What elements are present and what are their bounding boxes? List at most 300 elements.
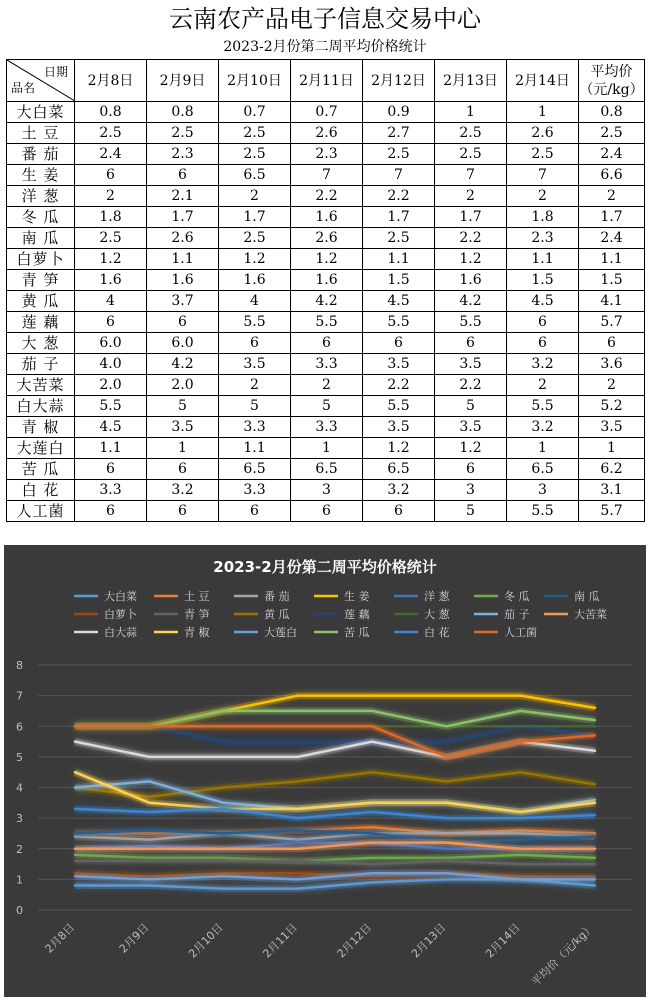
legend-label: 茄 子: [504, 608, 530, 621]
price-cell: 2.5: [75, 123, 147, 144]
legend-label: 南 瓜: [574, 590, 600, 603]
legend-label: 白大蒜: [104, 626, 137, 639]
price-cell: 5: [219, 396, 291, 417]
data-point: [297, 878, 299, 880]
legend-item: [234, 607, 290, 621]
data-point: [148, 780, 150, 782]
data-point: [74, 786, 76, 788]
price-cell: 1.6: [75, 270, 147, 291]
x-tick-label: 2月10日: [186, 920, 226, 961]
price-cell: 0.8: [147, 102, 219, 123]
price-cell: 5.2: [579, 396, 645, 417]
legend-item: [154, 625, 210, 639]
price-cell: 1.5: [363, 270, 435, 291]
price-cell: 2.5: [363, 144, 435, 165]
y-tick-label: 1: [16, 873, 23, 887]
legend-label: 洋 葱: [424, 590, 450, 603]
product-name-cell: 土 豆: [7, 123, 75, 144]
legend-item: [234, 625, 297, 639]
table-row: [7, 228, 645, 249]
legend-label: 苦 瓜: [344, 626, 370, 639]
price-cell: 5: [435, 501, 507, 522]
y-tick-label: 8: [16, 659, 23, 672]
price-table: [6, 59, 645, 522]
data-point: [371, 771, 373, 773]
price-cell: 2.2: [291, 186, 363, 207]
data-point: [222, 848, 224, 850]
price-cell: 2: [435, 186, 507, 207]
price-cell: 6.5: [507, 459, 579, 480]
data-point: [445, 872, 447, 874]
price-cell: 6: [363, 333, 435, 354]
data-point: [297, 860, 299, 862]
price-cell: 1.1: [147, 249, 219, 270]
price-cell: 1.6: [291, 207, 363, 228]
price-cell: 6: [363, 501, 435, 522]
legend-item: [74, 625, 138, 639]
price-cell: 1.2: [435, 249, 507, 270]
price-cell: 6.5: [219, 165, 291, 186]
table-row: [7, 207, 645, 228]
data-point: [74, 725, 76, 727]
data-point: [222, 887, 224, 889]
data-point: [297, 694, 299, 696]
data-point: [222, 875, 224, 877]
price-cell: 6: [147, 501, 219, 522]
column-header: 2月9日: [147, 60, 219, 102]
legend-item: [314, 625, 370, 639]
data-point: [148, 795, 150, 797]
price-cell: 5: [435, 396, 507, 417]
price-cell: 1.1: [75, 438, 147, 459]
x-tick-label: 2月9日: [116, 920, 152, 956]
price-cell: 2.6: [507, 123, 579, 144]
legend-label: 白 花: [424, 626, 450, 639]
price-cell: 6.6: [579, 165, 645, 186]
data-point: [371, 872, 373, 874]
data-point: [371, 881, 373, 883]
price-cell: 6.0: [75, 333, 147, 354]
data-point: [74, 884, 76, 886]
price-cell: 1: [435, 102, 507, 123]
legend-label: 大白菜: [104, 590, 137, 603]
price-cell: 1.8: [75, 207, 147, 228]
data-point: [594, 814, 596, 816]
data-point: [519, 838, 521, 840]
price-cell: 1.2: [435, 438, 507, 459]
data-point: [222, 740, 224, 742]
table-row: [7, 396, 645, 417]
data-point: [519, 878, 521, 880]
price-cell: 3.3: [219, 417, 291, 438]
data-point: [594, 857, 596, 859]
table-row: [7, 123, 645, 144]
data-point: [148, 756, 150, 758]
price-cell: 1.2: [75, 249, 147, 270]
price-cell: 4.5: [75, 417, 147, 438]
price-cell: 6: [579, 333, 645, 354]
data-point: [74, 740, 76, 742]
price-cell: 2: [507, 375, 579, 396]
data-point: [519, 694, 521, 696]
table-row: [7, 459, 645, 480]
column-header: 2月8日: [75, 60, 147, 102]
price-cell: 6: [147, 165, 219, 186]
data-point: [594, 835, 596, 837]
table-row: [7, 144, 645, 165]
data-point: [445, 740, 447, 742]
price-cell: 3.5: [147, 417, 219, 438]
price-cell: 3.3: [219, 480, 291, 501]
data-point: [74, 771, 76, 773]
price-cell: 7: [435, 165, 507, 186]
price-cell: 2: [75, 186, 147, 207]
price-cell: 4.0: [75, 354, 147, 375]
line-chart: [4, 545, 646, 997]
price-cell: 0.8: [579, 102, 645, 123]
price-cell: 3.2: [363, 480, 435, 501]
product-name-cell: 大苦菜: [7, 375, 75, 396]
price-cell: 6: [147, 459, 219, 480]
legend-item: [314, 589, 370, 603]
data-point: [594, 884, 596, 886]
price-cell: 1.2: [363, 438, 435, 459]
price-cell: 1.8: [507, 207, 579, 228]
price-cell: 6: [219, 333, 291, 354]
data-point: [148, 802, 150, 804]
price-cell: 6.2: [579, 459, 645, 480]
price-cell: 0.9: [363, 102, 435, 123]
price-cell: 4.2: [435, 291, 507, 312]
price-cell: 1: [579, 438, 645, 459]
data-point: [222, 756, 224, 758]
legend-label: 大莲白: [264, 626, 297, 639]
data-point: [594, 783, 596, 785]
y-tick-label: 6: [16, 720, 23, 734]
product-name-cell: 大白菜: [7, 102, 75, 123]
price-cell: 5.7: [579, 501, 645, 522]
data-point: [371, 857, 373, 859]
data-point: [148, 878, 150, 880]
data-point: [519, 811, 521, 813]
page-subtitle: 2023-2月份第二周平均价格统计: [223, 39, 427, 55]
legend-label: 生 姜: [344, 590, 370, 603]
data-point: [297, 887, 299, 889]
price-cell: 2.2: [435, 375, 507, 396]
data-point: [594, 750, 596, 752]
price-cell: 2: [507, 186, 579, 207]
price-cell: 1.6: [291, 270, 363, 291]
price-cell: 6: [507, 312, 579, 333]
price-cell: 3.2: [507, 354, 579, 375]
legend-label: 白萝卜: [104, 608, 137, 621]
data-point: [297, 848, 299, 850]
table-row: [7, 417, 645, 438]
price-cell: 5.5: [507, 501, 579, 522]
product-name-cell: 青 笋: [7, 270, 75, 291]
corner-name-label: 品名: [11, 81, 36, 95]
x-tick-label: 2月13日: [408, 920, 449, 961]
price-cell: 6.0: [147, 333, 219, 354]
legend-label: 土 豆: [184, 590, 210, 603]
table-row: [7, 165, 645, 186]
data-point: [74, 808, 76, 810]
price-cell: 3: [291, 480, 363, 501]
price-cell: 6.5: [363, 459, 435, 480]
data-point: [222, 832, 224, 834]
data-point: [594, 878, 596, 880]
price-cell: 3.3: [291, 354, 363, 375]
data-point: [148, 829, 150, 831]
price-cell: 3.7: [147, 291, 219, 312]
price-cell: 5.7: [579, 312, 645, 333]
price-cell: 6: [291, 333, 363, 354]
data-point: [519, 725, 521, 727]
table-row: [7, 354, 645, 375]
price-cell: 1.6: [435, 270, 507, 291]
price-cell: 2.3: [147, 144, 219, 165]
price-cell: 6.5: [291, 459, 363, 480]
price-cell: 2.5: [219, 228, 291, 249]
price-cell: 1.7: [435, 207, 507, 228]
price-cell: 2.5: [435, 123, 507, 144]
legend-item: [234, 589, 290, 603]
x-tick-label: 2月12日: [334, 920, 375, 961]
price-cell: 6: [147, 312, 219, 333]
legend-item: [394, 607, 450, 621]
data-point: [445, 860, 447, 862]
product-name-cell: 青 椒: [7, 417, 75, 438]
price-cell: 7: [291, 165, 363, 186]
legend-label: 大苦菜: [574, 608, 607, 621]
price-cell: 3.5: [435, 417, 507, 438]
price-cell: 1: [507, 438, 579, 459]
data-point: [445, 780, 447, 782]
legend-label: 番 茄: [264, 590, 290, 603]
price-cell: 1: [147, 438, 219, 459]
price-cell: 1.1: [363, 249, 435, 270]
price-cell: 6: [219, 501, 291, 522]
price-cell: 1.7: [147, 207, 219, 228]
price-cell: 5: [147, 396, 219, 417]
data-point: [148, 848, 150, 850]
product-name-cell: 苦 瓜: [7, 459, 75, 480]
column-header: 2月13日: [435, 60, 507, 102]
table-row: [7, 501, 645, 522]
price-cell: 2.2: [363, 375, 435, 396]
price-cell: 6: [435, 459, 507, 480]
price-cell: 1: [291, 438, 363, 459]
data-point: [371, 832, 373, 834]
price-cell: 1.5: [507, 270, 579, 291]
table-row: [7, 375, 645, 396]
product-name-cell: 冬 瓜: [7, 207, 75, 228]
price-cell: 4.5: [507, 291, 579, 312]
price-cell: 6: [291, 501, 363, 522]
data-point: [297, 780, 299, 782]
data-point: [297, 872, 299, 874]
legend-label: 冬 瓜: [504, 590, 530, 603]
y-tick-label: 3: [16, 812, 23, 826]
price-cell: 4: [219, 291, 291, 312]
table-row: [7, 249, 645, 270]
legend-label: 黄 瓜: [264, 608, 290, 621]
price-cell: 4.1: [579, 291, 645, 312]
legend-label: 莲 藕: [344, 608, 370, 621]
price-cell: 6: [75, 165, 147, 186]
price-cell: 2.5: [435, 144, 507, 165]
legend-item: [394, 589, 450, 603]
product-name-cell: 南 瓜: [7, 228, 75, 249]
data-point: [371, 826, 373, 828]
column-header: 2月10日: [219, 60, 291, 102]
data-point: [297, 710, 299, 712]
data-point: [148, 811, 150, 813]
data-point: [445, 817, 447, 819]
y-tick-label: 2: [16, 842, 23, 856]
data-point: [445, 878, 447, 880]
data-point: [445, 841, 447, 843]
price-cell: 3.6: [579, 354, 645, 375]
product-name-cell: 大 葱: [7, 333, 75, 354]
price-cell: 6.5: [219, 459, 291, 480]
price-cell: 2.5: [579, 123, 645, 144]
data-point: [594, 734, 596, 736]
price-cell: 5.5: [363, 312, 435, 333]
price-cell: 5.5: [435, 312, 507, 333]
product-name-cell: 人工菌: [7, 501, 75, 522]
table-row: [7, 291, 645, 312]
price-cell: 2.5: [363, 228, 435, 249]
data-point: [371, 710, 373, 712]
y-tick-label: 5: [16, 750, 23, 764]
y-tick-label: 7: [16, 689, 23, 703]
price-cell: 2.6: [147, 228, 219, 249]
data-point: [371, 725, 373, 727]
legend-item: [474, 607, 530, 621]
price-cell: 0.8: [75, 102, 147, 123]
data-point: [297, 725, 299, 727]
price-cell: 6: [75, 459, 147, 480]
price-cell: 3.3: [291, 417, 363, 438]
price-cell: 4.2: [291, 291, 363, 312]
data-point: [222, 860, 224, 862]
price-cell: 6: [435, 333, 507, 354]
legend-item: [314, 607, 370, 621]
legend-item: [154, 607, 210, 621]
price-cell: 1.5: [579, 270, 645, 291]
product-name-cell: 白大蒜: [7, 396, 75, 417]
data-point: [222, 786, 224, 788]
price-cell: 6: [75, 312, 147, 333]
legend-item: [544, 589, 600, 603]
price-cell: 1: [507, 102, 579, 123]
product-name-cell: 白 花: [7, 480, 75, 501]
price-cell: 2.3: [291, 144, 363, 165]
price-cell: 3.5: [219, 354, 291, 375]
x-tick-label: 2月14日: [483, 920, 523, 961]
product-name-cell: 茄 子: [7, 354, 75, 375]
x-tick-label: 平均价（元/kg）: [529, 920, 597, 989]
price-cell: 3.2: [507, 417, 579, 438]
data-point: [371, 694, 373, 696]
price-cell: 6: [75, 501, 147, 522]
price-cell: 1.7: [363, 207, 435, 228]
column-header: 2月11日: [291, 60, 363, 102]
price-cell: 2.6: [291, 228, 363, 249]
data-point: [74, 848, 76, 850]
data-point: [594, 707, 596, 709]
corner-date-label: 日期: [43, 65, 68, 79]
price-cell: 3.5: [435, 354, 507, 375]
data-point: [222, 802, 224, 804]
data-point: [297, 740, 299, 742]
data-point: [74, 860, 76, 862]
price-cell: 2.1: [147, 186, 219, 207]
data-point: [594, 863, 596, 865]
chart-panel: [4, 545, 646, 997]
data-point: [222, 808, 224, 810]
data-point: [222, 710, 224, 712]
legend-label: 人工菌: [504, 626, 537, 639]
price-cell: 2.5: [219, 123, 291, 144]
data-point: [297, 808, 299, 810]
price-cell: 5.5: [507, 396, 579, 417]
legend-item: [544, 607, 607, 621]
price-cell: 4: [75, 291, 147, 312]
product-name-cell: 生 姜: [7, 165, 75, 186]
data-point: [445, 802, 447, 804]
data-point: [445, 694, 447, 696]
price-cell: 2: [219, 186, 291, 207]
data-point: [594, 848, 596, 850]
price-cell: 0.7: [291, 102, 363, 123]
price-cell: 2.0: [75, 375, 147, 396]
data-point: [297, 841, 299, 843]
price-cell: 5.5: [363, 396, 435, 417]
data-point: [519, 771, 521, 773]
x-tick-label: 2月11日: [260, 920, 300, 961]
data-point: [594, 719, 596, 721]
data-point: [222, 725, 224, 727]
data-point: [74, 832, 76, 834]
data-point: [594, 725, 596, 727]
price-cell: 3.5: [363, 417, 435, 438]
price-cell: 2.0: [147, 375, 219, 396]
data-point: [148, 725, 150, 727]
x-tick-label: 2月8日: [42, 920, 78, 956]
price-cell: 2: [219, 375, 291, 396]
data-point: [371, 811, 373, 813]
data-point: [519, 817, 521, 819]
price-cell: 2.4: [579, 228, 645, 249]
legend-label: 大 葱: [424, 608, 450, 621]
table-body: [7, 102, 645, 522]
product-name-cell: 洋 葱: [7, 186, 75, 207]
y-tick-label: 4: [16, 781, 23, 795]
data-point: [148, 838, 150, 840]
data-point: [371, 740, 373, 742]
table-row: [7, 438, 645, 459]
price-cell: 3: [435, 480, 507, 501]
price-cell: 2.3: [507, 228, 579, 249]
price-cell: 5: [291, 396, 363, 417]
data-point: [371, 863, 373, 865]
price-cell: 1.1: [507, 249, 579, 270]
price-cell: 7: [363, 165, 435, 186]
price-cell: 2: [291, 375, 363, 396]
table-row: [7, 333, 645, 354]
